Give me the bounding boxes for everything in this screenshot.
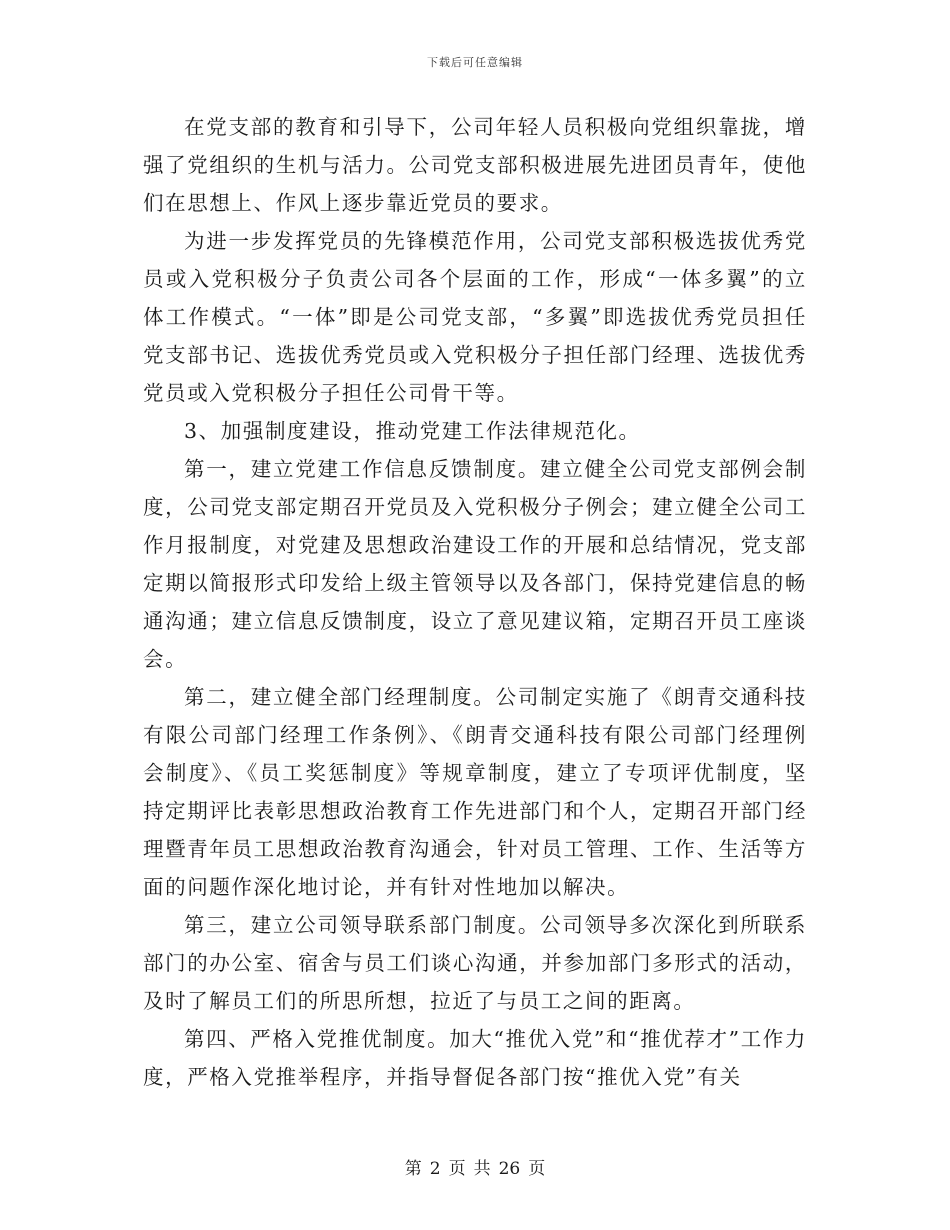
document-body [143,108,807,1096]
paragraph: 第二，建立健全部门经理制度。公司制定实施了《朗青交通科技有限公司部门经理工作条例》、《朗青交通科技有限公司部门经理例会制度》、《员工奖惩制度》等规章制度，建立了专项评优制度，坚持定期评比表彰思想政治教育工作先进部门和个人，定期召开部门经理暨青年员工思想政治教育沟通会，针对员工管理、工作、生活等方面的问题作深化地讨论，并有针对性地加以解决。 [143,685,807,899]
page-number-footer [0,1154,950,1179]
paragraph: 第三，建立公司领导联系部门制度。公司领导多次深化到所联系部门的办公室、宿舍与员工们谈心沟通，并参加部门多形式的活动，及时了解员工们的所思所想，拉近了与员工之间的距离。 [143,913,807,1013]
paragraph: 第一，建立党建工作信息反馈制度。建立健全公司党支部例会制度，公司党支部定期召开党员及入党积极分子例会；建立健全公司工作月报制度，对党建及思想政治建设工作的开展和总结情况，党支部定期以简报形式印发给上级主管领导以及各部门，保持党建信息的畅通沟通；建立信息反馈制度，设立了意见建议箱，定期召开员工座谈会。 [143,457,807,671]
footer-suffix: 页 [528,1159,546,1179]
page-header-note: 下载后可任意编辑 [427,56,523,69]
current-page-number: 2 [429,1159,441,1179]
paragraph: 在党支部的教育和引导下，公司年轻人员积极向党组织靠拢，增强了党组织的生机与活力。公司党支部积极进展先进团员青年，使他们在思想上、作风上逐步靠近党员的要求。 [143,115,807,215]
paragraph: 为进一步发挥党员的先锋模范作用，公司党支部积极选拔优秀党员或入党积极分子负责公司各个层面的工作，形成“一体多翼”的立体工作模式。“一体”即是公司党支部，“多翼”即选拔优秀党员担任党支部书记、选拔优秀党员或入党积极分子担任部门经理、选拔优秀党员或入党积极分子担任公司骨干等。 [143,229,807,405]
footer-page-word: 页 [448,1159,466,1179]
footer-prefix: 第 [404,1159,422,1179]
section-heading: 3、加强制度建设，推动党建工作法律规范化。 [184,419,641,443]
total-pages-number: 26 [498,1159,521,1179]
paragraph: 第四、严格入党推优制度。加大“推优入党”和“推优荐才”工作力度，严格入党推举程序，并指导督促各部门按“推优入党”有关 [143,1027,807,1089]
footer-total-word: 共 [473,1159,491,1179]
